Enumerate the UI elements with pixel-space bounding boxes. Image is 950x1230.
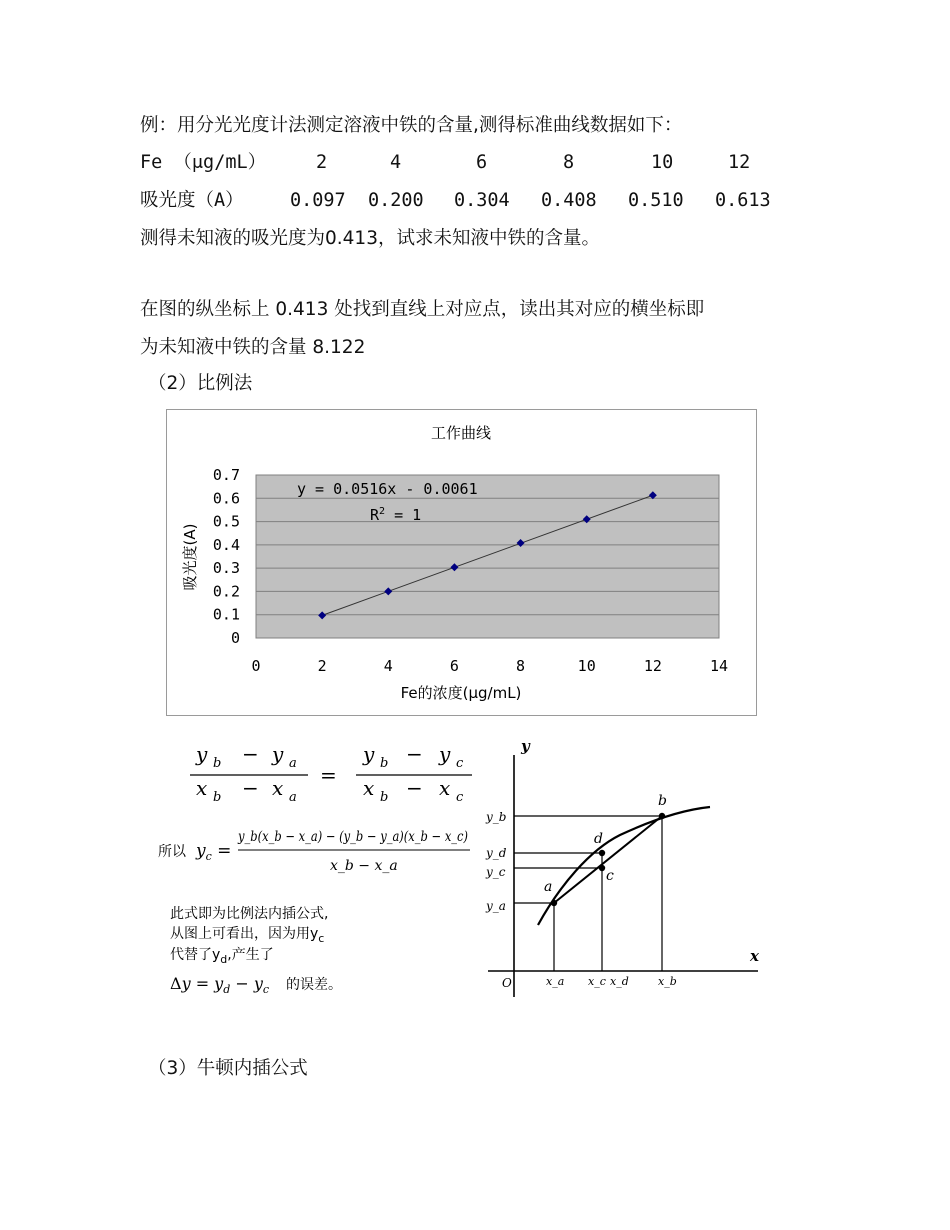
x-tick-label: 2 [317, 657, 327, 675]
delta-formula: $\Delta y = y_d - y_c$ [170, 974, 270, 996]
section-heading-newton: （3）牛顿内插公式 [148, 1058, 308, 1079]
note-line-2 [170, 925, 324, 945]
question-text: 测得未知液的吸光度为0.413，试求未知液中铁的含量。 [140, 228, 600, 249]
rhs-denominator [363, 776, 464, 805]
x-tick-label: 8 [516, 657, 526, 675]
answer-line-1: 在图的纵坐标上 0.413 处找到直线上对应点，读出其对应的横坐标即 [140, 299, 705, 320]
table-cell: 0.408 [541, 190, 597, 211]
minus: − [406, 742, 423, 766]
error-text: 的误差。 [286, 977, 342, 993]
var: y [196, 742, 208, 766]
y-tick-label: 0.2 [212, 582, 240, 601]
table-cell: 0.510 [628, 190, 684, 211]
minus: − [406, 776, 423, 800]
y-tick-label: 0.3 [212, 559, 240, 578]
note-line-1: 此式即为比例法内插公式, [170, 906, 329, 922]
label-a: a [544, 879, 553, 895]
x-tick-label: 12 [643, 657, 662, 675]
chart-title: 工作曲线 [430, 424, 492, 442]
table-cell: 8 [563, 152, 575, 173]
answer-line-2: 为未知液中铁的含量 8.122 [140, 337, 366, 358]
note-text: 代替了y [170, 947, 221, 963]
origin-label: O [502, 976, 512, 990]
chart-svg [167, 410, 756, 715]
label-c: c [606, 868, 614, 884]
intro-text: 例：用分光光度计法测定溶液中铁的含量,测得标准曲线数据如下： [140, 115, 683, 136]
sub: c [456, 756, 464, 771]
note-line-3 [170, 946, 274, 966]
plot-area [256, 475, 719, 638]
note-text: 从图上可看出，因为用y [170, 926, 319, 942]
label-xa: x_a [546, 975, 565, 988]
var: x [272, 776, 284, 800]
lhs-denominator [196, 776, 297, 805]
x-tick-label: 4 [383, 657, 393, 675]
label-yc: y_c [486, 865, 506, 879]
so-label: 所以 [158, 844, 186, 860]
equals-sign: = [320, 763, 337, 787]
working-curve-chart [166, 409, 757, 716]
curve [538, 807, 710, 925]
yc-numerator: y_b(x_b − x_a) − (y_b − y_a)(x_b − x_c) [237, 829, 468, 845]
sub: b [213, 756, 222, 771]
x-tick-label: 6 [449, 657, 459, 675]
y-tick-label: 0.5 [212, 512, 240, 531]
var: x [196, 776, 208, 800]
label-xc: x_c [588, 975, 606, 988]
sub: b [213, 790, 222, 805]
y-tick-label: 0.6 [212, 489, 240, 508]
minus: − [242, 776, 259, 800]
yc-denominator: x_b − x_a [330, 858, 398, 874]
lhs-numerator [195, 742, 297, 771]
y-tick-label: 0.7 [212, 466, 240, 484]
label-yb: y_b [486, 810, 507, 824]
table-cell: 0.613 [715, 190, 771, 211]
interpolation-diagram [485, 737, 760, 997]
yc-var: $y_c$ = [196, 841, 232, 863]
trend-equation: y = 0.0516x - 0.0061 [297, 480, 478, 498]
sub: b [380, 756, 389, 771]
label-b: b [658, 793, 667, 809]
sub: a [289, 756, 297, 771]
r2-prefix: R [370, 506, 380, 524]
point-d [599, 850, 605, 856]
sub: b [380, 790, 389, 805]
table-cell: 0.304 [454, 190, 510, 211]
sub: a [289, 790, 297, 805]
table-cell: 12 [728, 152, 751, 173]
var: x [439, 776, 451, 800]
chord-ab [554, 816, 662, 903]
point-a [551, 900, 557, 906]
r2-suffix: = 1 [385, 506, 422, 524]
section-heading-proportion: （2）比例法 [148, 373, 253, 394]
r2-superscript: 2 [379, 506, 386, 517]
table-cell: 10 [651, 152, 674, 173]
var: y [439, 742, 451, 766]
y-axis-label: 吸光度(A) [181, 523, 199, 591]
x-axis-letter: x [750, 947, 759, 965]
row-label: Fe （μg/mL） [140, 152, 267, 173]
fraction-equation [190, 742, 472, 805]
label-ya: y_a [486, 899, 506, 913]
var: y [272, 742, 284, 766]
table-cell: 6 [476, 152, 488, 173]
row-label: 吸光度（A） [140, 190, 244, 211]
label-xd: x_d [610, 975, 629, 988]
var: y [363, 742, 375, 766]
x-tick-label: 0 [251, 657, 261, 675]
point-b [659, 813, 665, 819]
table-cell: 4 [390, 152, 402, 173]
label-xb: x_b [658, 975, 677, 988]
var: x [363, 776, 375, 800]
y-tick-label: 0.4 [212, 535, 240, 554]
x-axis-label: Fe的浓度(μg/mL) [400, 684, 522, 702]
x-tick-label: 14 [709, 657, 729, 675]
table-cell: 2 [316, 152, 328, 173]
label-yd: y_d [486, 846, 507, 860]
point-c [599, 865, 605, 871]
y-tick-label: 0.1 [212, 605, 240, 624]
r-squared [370, 506, 421, 524]
x-tick-label: 10 [577, 657, 596, 675]
table-cell: 0.097 [290, 190, 346, 211]
minus: − [242, 742, 259, 766]
note-text: ,产生了 [227, 947, 274, 963]
table-cell: 0.200 [368, 190, 424, 211]
note-sub: c [318, 932, 325, 945]
interpolation-figure [150, 735, 770, 1005]
note-sub: d [220, 953, 228, 966]
label-d: d [594, 831, 603, 847]
sub: c [456, 790, 464, 805]
y-axis-letter: y [521, 737, 530, 755]
y-tick-label: 0 [230, 629, 240, 647]
rhs-numerator [362, 742, 464, 771]
